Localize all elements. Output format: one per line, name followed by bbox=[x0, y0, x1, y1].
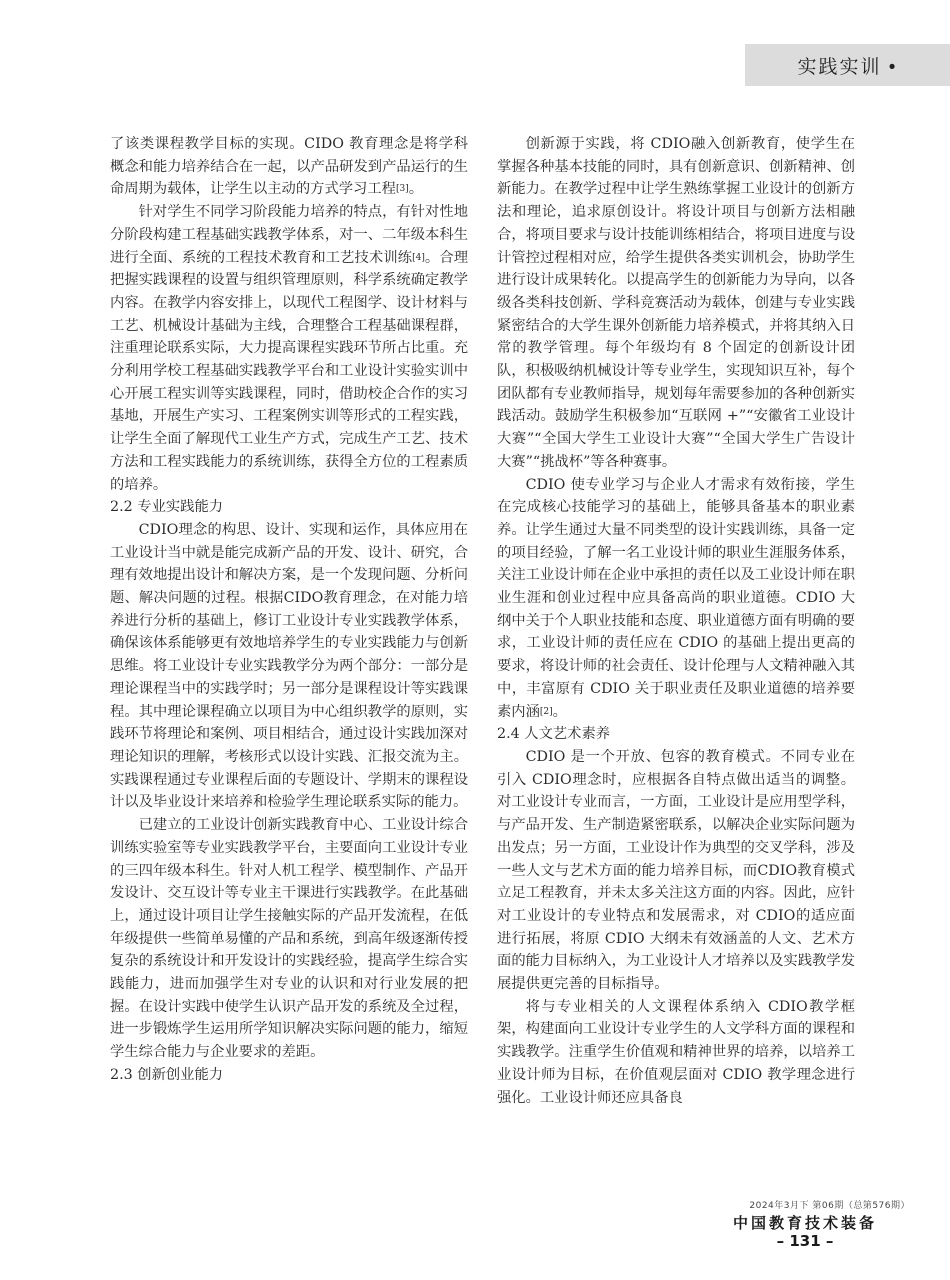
paragraph: CDIO 是一个开放、包容的教育模式。不同专业在引入 CDIO理念时，应根据各自特点做出适当的调整。对工业设计专业而言，一方面，工业设计是应用型学科，与产品开发、生产制造紧密联系，以解决企业实际问题为出发点；另一方面，工业设计作为典型的交叉学科，涉及一些人文与艺术方面的能力培养目标，而CDIO教育模式立足工程教育，并未太多关注这方面的内容。因此，应针对工业设计的专业特点和发展需求，对 CDIO的适应面进行拓展，将原 CDIO 大纲未有效涵盖的人文、艺术方面的能力目标纳入，为工业设计人才培养以及实践教学发展提供更完善的目标指导。 bbox=[497, 748, 856, 993]
citation: [2] bbox=[539, 706, 553, 717]
section-tab: 实践实训 • bbox=[745, 44, 950, 86]
section-heading-2-3: 2.3 创新创业能力 bbox=[110, 1066, 224, 1083]
paragraph: 已建立的工业设计创新实践教育中心、工业设计综合训练实验室等专业实践教学平台，主要面向工业设计专业的三四年级本科生。针对人机工程学、模型制作、产品开发设计、交互设计等专业主干课进行实践教学。在此基础上，通过设计项目让学生接触实际的产品开发流程，在低年级提供一些简单易懂的产品和系统，到高年级逐渐传授复杂的系统设计和开发设计的实践经验，提高学生综合实践能力，进而加强学生对专业的认识和对行业发展的把握。在设计实践中使学生认识产品开发的系统及全过程，进一步锻炼学生运用所学知识解决实际问题的能力，缩短学生综合能力与企业要求的差距。 bbox=[110, 817, 468, 1061]
section-heading-2-4: 2.4 人文艺术素养 bbox=[497, 726, 611, 743]
citation: [3] bbox=[395, 184, 409, 195]
citation: [4] bbox=[412, 252, 425, 263]
paragraph: 针对学生不同学习阶段能力培养的特点，有针对性地分阶段构建工程基础实践教学体系，对一、二年级本科生进行全面、系统的工程技术教育和工艺技术训练[4]。合理把握实践课程的设置与组织管理原则，科学系统确定教学内容。在教学内容安排上，以现代工程图学、设计材料与工艺、机械设计基础为主线，合理整合工程基础课程群，注重理论联系实际，大力提高课程实践环节所占比重。充分利用学校工程基础实践教学平台和工业设计实验实训中心开展工程实训等实践课程，同时，借助校企合作的实习基地，开展生产实习、工程案例实训等形式的工程实践，让学生全面了解现代工业生产方式，完成生产工艺、技术方法和工程实践能力的系统训练，获得全方位的工程素质的培养。 bbox=[110, 204, 468, 493]
issue-info: 2024年3月下 第06期（总第576期） bbox=[749, 1201, 910, 1211]
paragraph: 了该类课程教学目标的实现。CIDO 教育理念是将学科概念和能力培养结合在一起，以产品研发到产品运行的生命周期为载体，让学生以主动的方式学习工程[3]。 bbox=[110, 136, 468, 198]
paragraph: CDIO 使专业学习与企业人才需求有效衔接，学生在完成核心技能学习的基础上，能够具备基本的职业素养。让学生通过大量不同类型的设计实践训练，具备一定的项目经验，了解一名工业设计师的职业生涯服务体系，关注工业设计师在企业中承担的责任以及工业设计师在职业生涯和创业过程中应具备高尚的职业道德。CDIO 大纲中关于个人职业技能和态度、职业道德方面有明确的要求，工业设计师的责任应在 CDIO 的基础上提出更高的要求，将设计师的社会责任、设计伦理与人文精神融入其中，丰富原有 CDIO 关于职业责任及职业道德的培养要素内涵[2]。 bbox=[497, 476, 855, 720]
paragraph: CDIO理念的构思、设计、实现和运作，具体应用在工业设计当中就是能完成新产品的开发、设计、研究，合理有效地提出设计和解决方案，是一个发现问题、分析问题、解决问题的过程。根据CIDO教育理念，在对能力培养进行分析的基础上，修订工业设计专业实践教学体系，确保该体系能够更有效地培养学生的专业实践能力与创新思维。将工业设计专业实践教学分为两个部分：一部分是理论课程当中的实践学时；另一部分是课程设计等实践课程。其中理论课程确立以项目为中心组织教学的原则，实践环节将理论和案例、项目相结合，通过设计实践加深对理论知识的理解，考核形式以设计实践、汇报交流为主。实践课程通过专业课程后面的专题设计、学期末的课程设计以及毕业设计来培养和检验学生理论联系实际的能力。 bbox=[110, 521, 468, 811]
journal-name: 中国教育技术装备 bbox=[732, 1214, 877, 1232]
left-column bbox=[110, 133, 468, 1087]
section-heading-2-2: 2.2 专业实践能力 bbox=[110, 499, 224, 516]
right-column bbox=[497, 133, 855, 1109]
page-number: – 131 – bbox=[776, 1232, 834, 1250]
paragraph: 将与专业相关的人文课程体系纳入 CDIO教学框架，构建面向工业设计专业学生的人文学科方面的课程和实践教学。注重学生价值观和精神世界的培养，以培养工业设计师为目标，在价值观层面对 CDIO 教学理念进行强化。工业设计师还应具备良 bbox=[497, 998, 855, 1106]
paragraph: 创新源于实践，将 CDIO融入创新教育，使学生在掌握各种基本技能的同时，具有创新意识、创新精神、创新能力。在教学过程中让学生熟练掌握工业设计的创新方法和理论，追求原创设计。将设计项目与创新方法相融合，将项目要求与设计技能训练相结合，将项目进度与设计管控过程相对应，给学生提供各类实训机会，协助学生进行设计成果转化。以提高学生的创新能力为导向，以各级各类科技创新、学科竞赛活动为载体，创建与专业实践紧密结合的大学生课外创新能力培养模式，并将其纳入日常的教学管理。每个年级均有 8 个固定的创新设计团队，积极吸纳机械设计等专业学生，实现知识互补，每个团队都有专业教师指导，规划每年需要参加的各种创新实践活动。鼓励学生积极参加“互联网 +”“安徽省工业设计大赛”“全国大学生工业设计大赛”“全国大学生广告设计大赛”“挑战杯”等各种赛事。 bbox=[497, 136, 855, 470]
